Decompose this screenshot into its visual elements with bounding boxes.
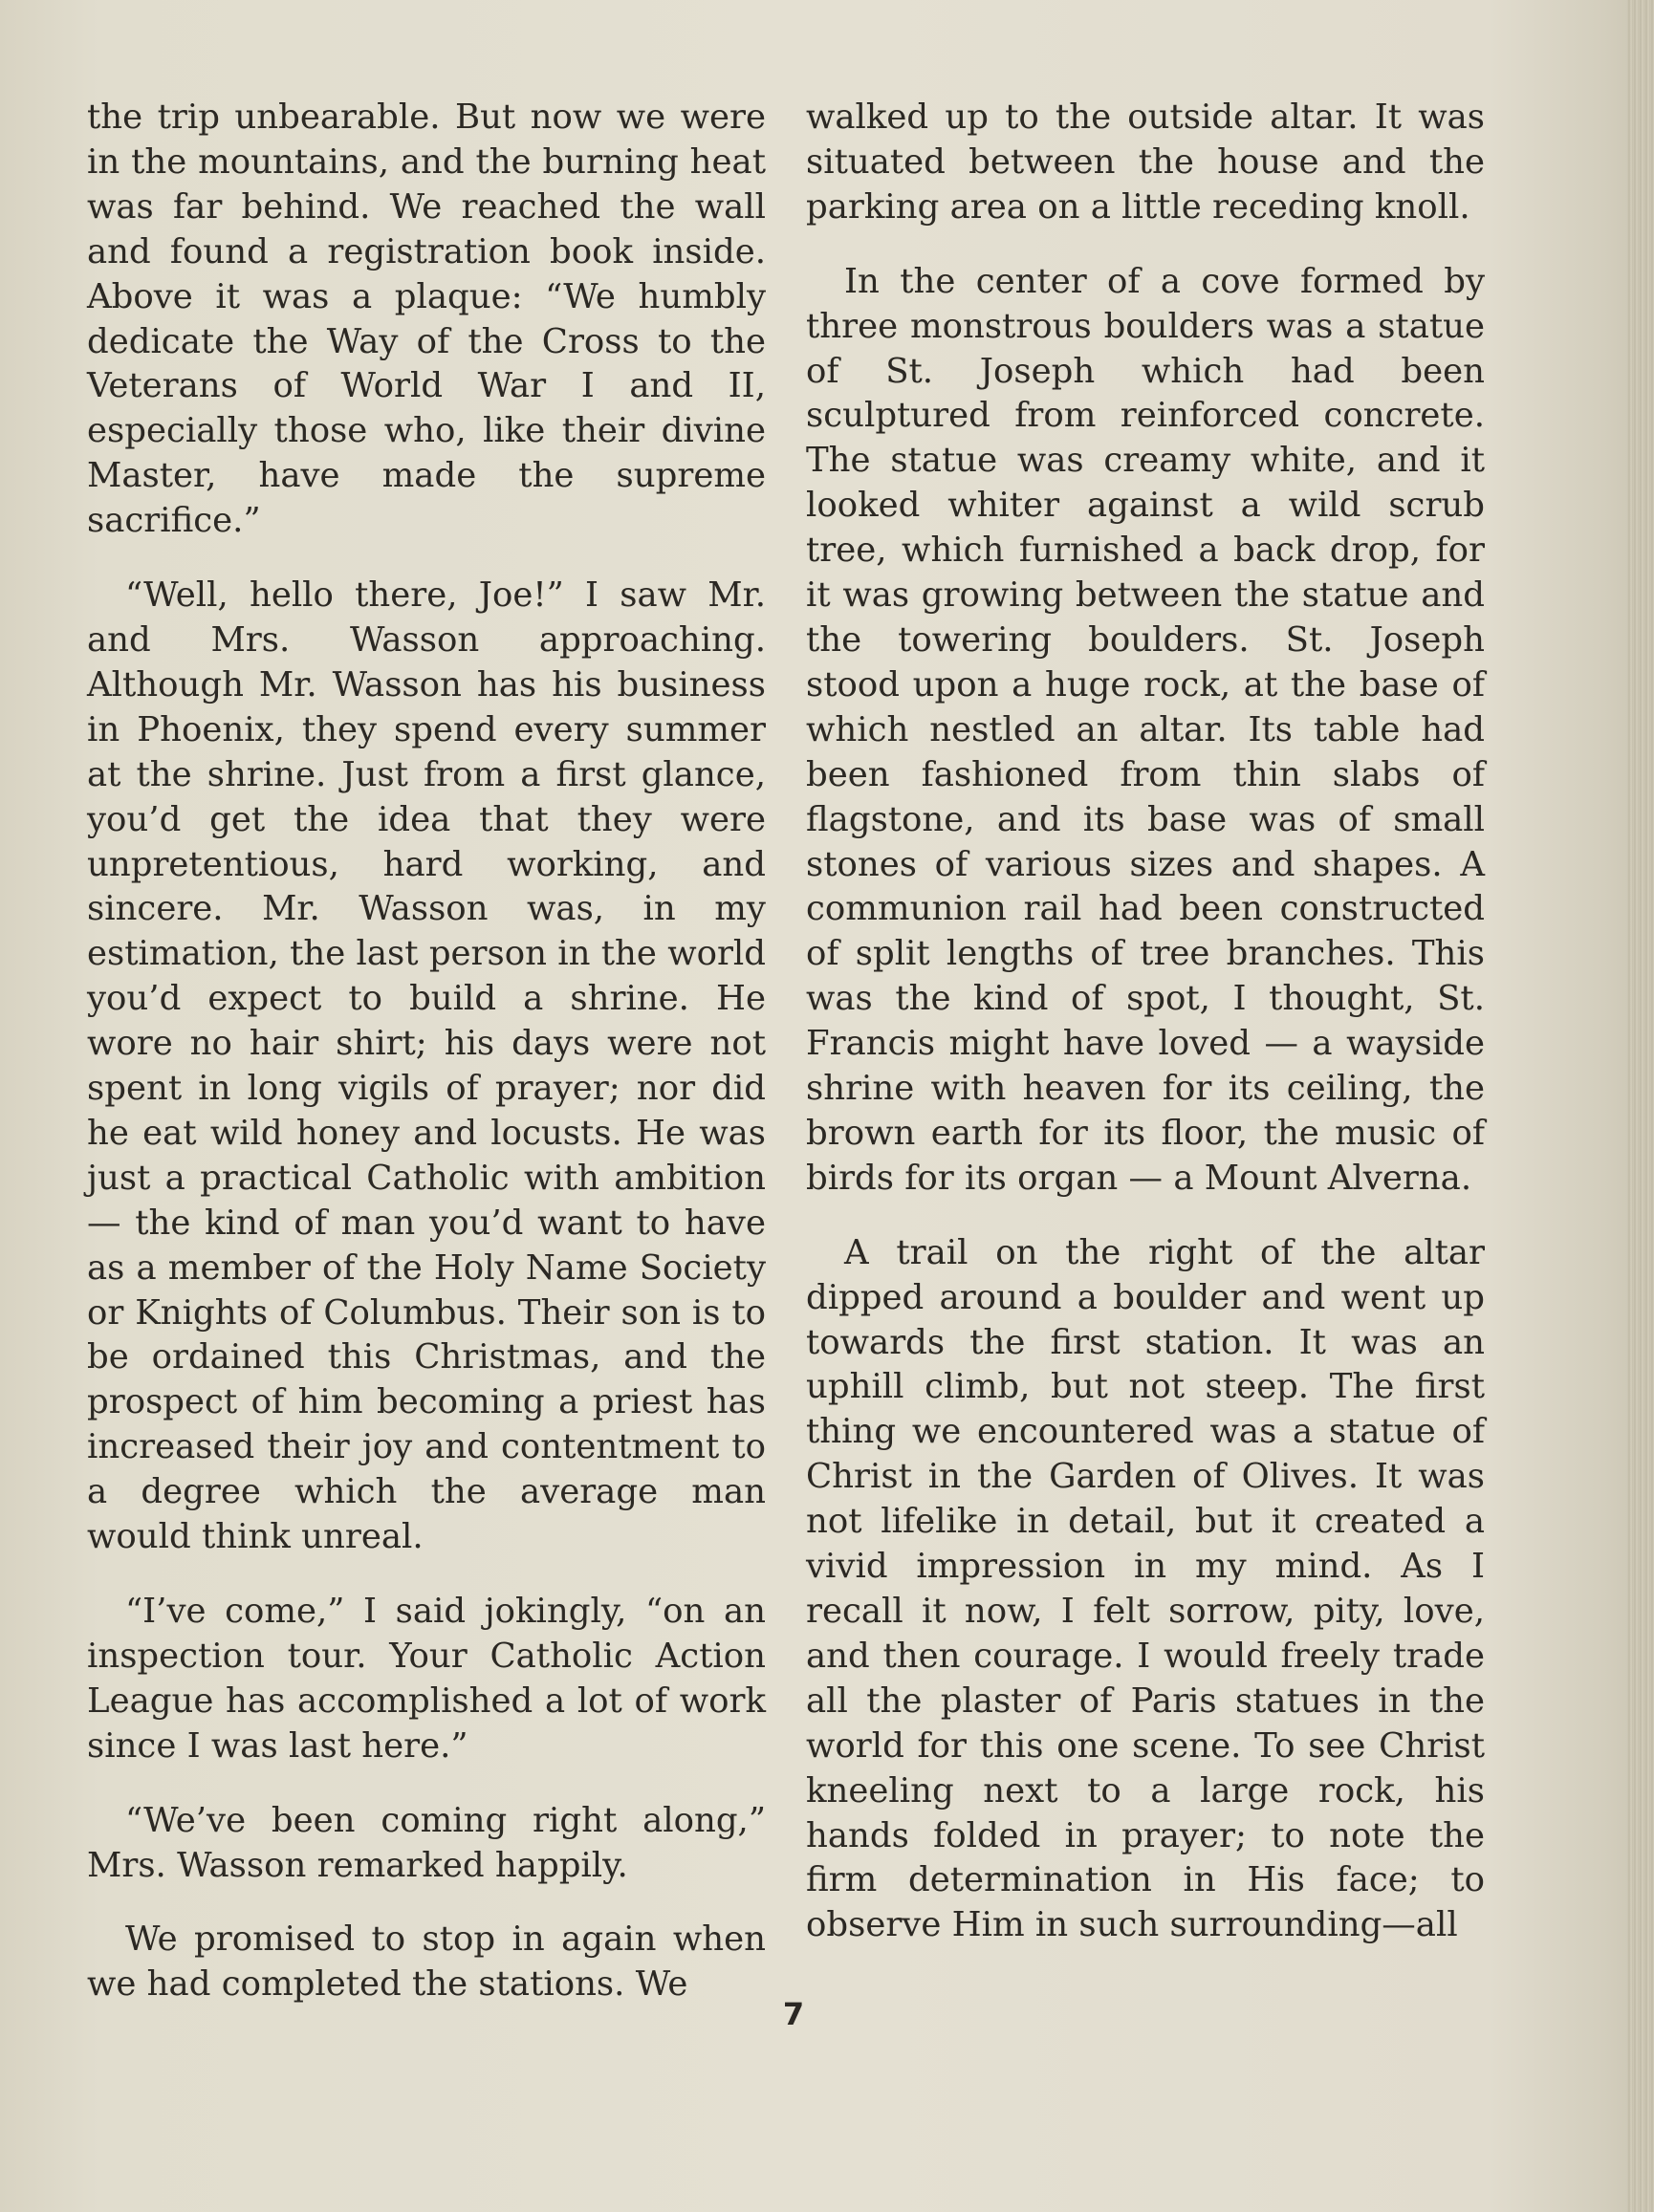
paragraph: We promised to stop in again when we had completed the stations. We [87,1919,766,2005]
page-number: 7 [782,1996,805,2032]
paragraph: “We’ve been coming right along,” Mrs. Wasson remarked happily. [87,1800,766,1885]
page-binding-edge [1627,0,1654,2212]
paragraph: “Well, hello there, Joe!” I saw Mr. and Mrs. Wasson approaching. Although Mr. Wasson has his business in Phoenix, they spend every summer at the shrine. Just from a first glance, you’d get the idea that they were unpretentious, hard working, and sincere. Mr. Wasson was, in my estimation, the last person in the world you’d expect to build a shrine. He wore no hair shirt; his days were not spent in long vigils of prayer; nor did he eat wild honey and locusts. He was just a practical Catholic with ambition — the kind of man you’d want to have as a member of the Holy Name Society or Knights of Columbus. Their son is to be ordained this Christmas, and the prospect of him becoming a priest has increased their joy and contentment to a degree which the average man would think unreal. [87,575,766,1557]
paragraph: walked up to the outside altar. It was situated between the house and the parking area on a little receding knoll. [806,98,1485,227]
right-text-column [806,96,1485,1948]
left-text-column [87,96,766,2007]
paragraph: “I’ve come,” I said jokingly, “on an inspection tour. Your Catholic Action League has accomplished a lot of work since I was last here.” [87,1592,766,1766]
paragraph: In the center of a cove formed by three monstrous boulders was a statue of St. Joseph which had been sculptured from reinforced concrete. The statue was creamy white, and it looked whiter against a wild scrub tree, which furnished a back drop, for it was growing between the statue and the towering boulders. St. Joseph stood upon a huge rock, at the base of which nestled an altar. Its table had been fashioned from thin slabs of flagstone, and its base was of small stones of various sizes and shapes. A communion rail had been constructed of split lengths of tree branches. This was the kind of spot, I thought, St. Francis might have loved — a wayside shrine with heaven for its ceiling, the brown earth for its floor, the music of birds for its organ — a Mount Alverna. [806,261,1485,1198]
paragraph: the trip unbearable. But now we were in the mountains, and the burning heat was far behind. We reached the wall and found a registration book inside. Above it was a plaque: “We humbly dedicate the Way of the Cross to the Veterans of World War I and II, especially those who, like their divine Master, have made the supreme sacrifice.” [87,98,766,541]
paragraph: A trail on the right of the altar dipped around a boulder and went up towards the first station. It was an uphill climb, but not steep. The first thing we encountered was a statue of Christ in the Garden of Olives. It was not lifelike in detail, but it created a vivid impression in my mind. As I recall it now, I felt sorrow, pity, love, and then courage. I would freely trade all the plaster of Paris statues in the world for this one scene. To see Christ kneeling next to a large rock, his hands folded in prayer; to note the firm determination in His face; to observe Him in such surrounding—all [806,1232,1485,1945]
